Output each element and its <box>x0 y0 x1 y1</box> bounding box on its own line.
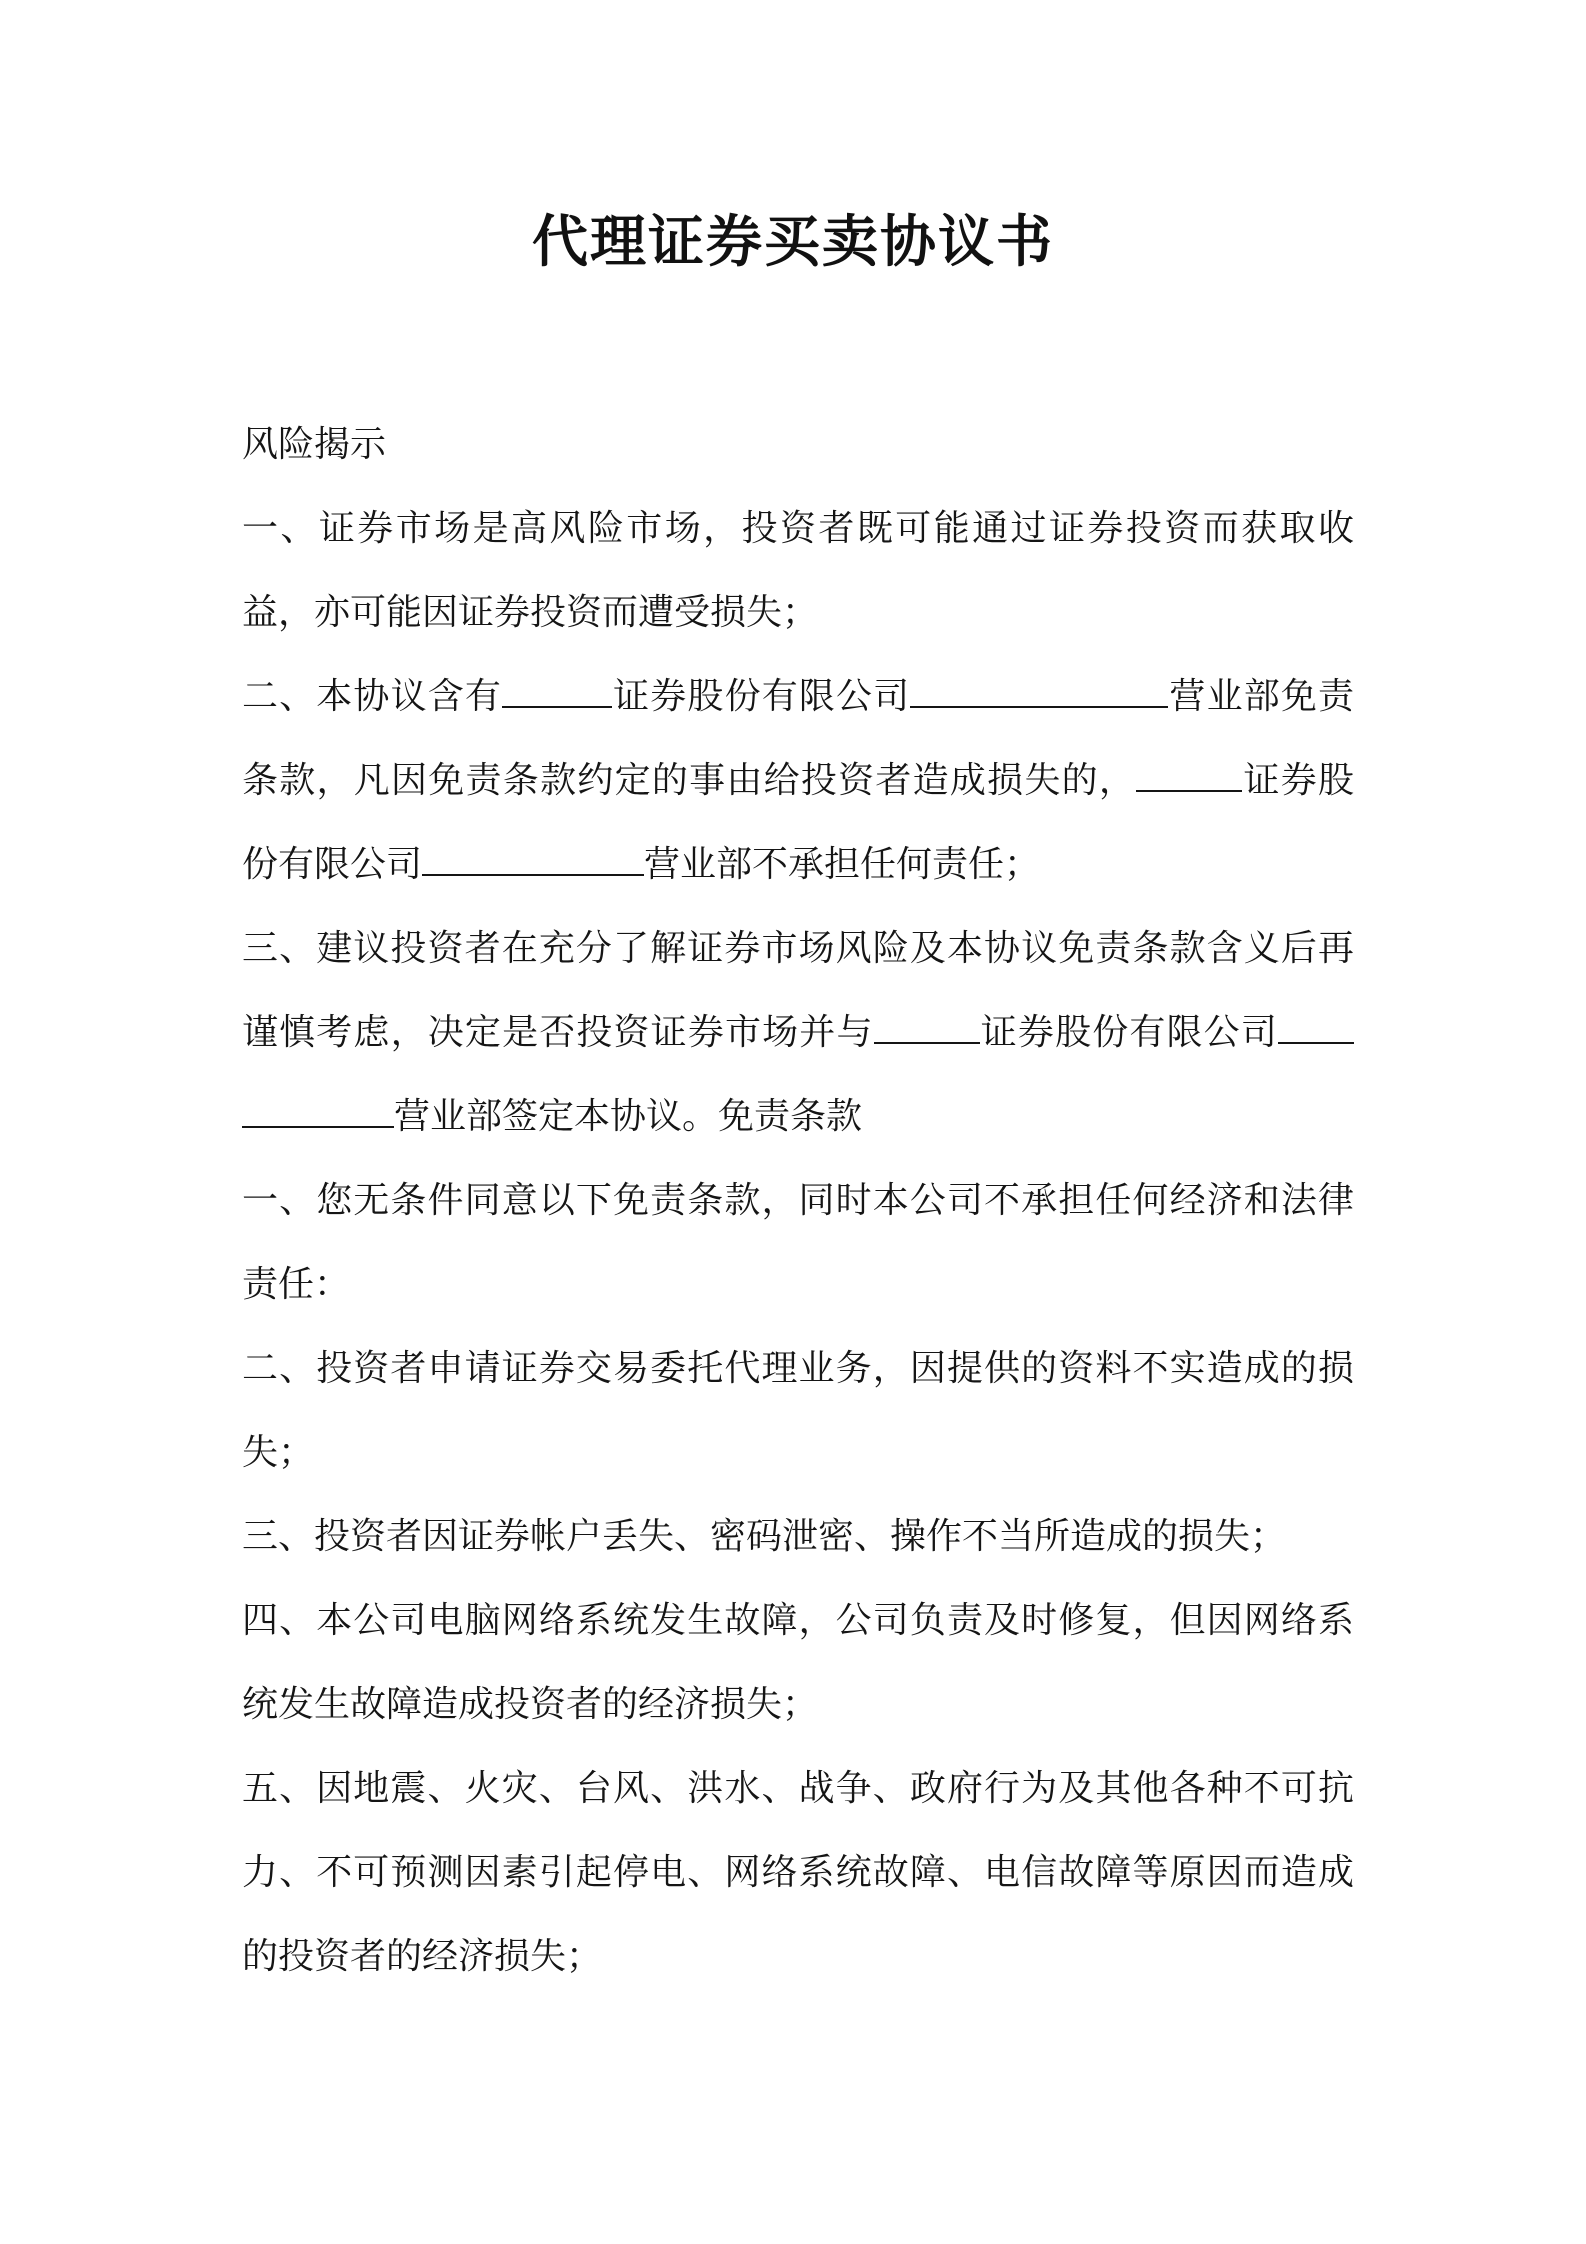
risk-item-2-text-b: 证券股份有限公司 <box>612 676 911 717</box>
risk-item-2 <box>242 655 1354 907</box>
risk-item-3-text-c: 营业部签定本协议。免责条款 <box>394 1096 863 1137</box>
document-body <box>242 403 1354 1999</box>
risk-item-3-text-b: 证券股份有限公司 <box>979 1012 1278 1053</box>
exemption-item-3: 三、投资者因证券帐户丢失、密码泄密、操作不当所造成的损失； <box>242 1516 1287 1557</box>
risk-item-1: 一、证券市场是高风险市场，投资者既可能通过证券投资而获取收益，亦可能因证券投资而遭受损失； <box>242 508 1354 633</box>
blank-line <box>1136 760 1242 792</box>
risk-heading: 风险揭示 <box>242 424 387 465</box>
exemption-item-4: 四、本公司电脑网络系统发生故障，公司负责及时修复，但因网络系统发生故障造成投资者的经济损失； <box>242 1600 1354 1725</box>
blank-line <box>422 844 644 876</box>
risk-item-2-text-e: 营业部不承担任何责任； <box>644 844 1041 885</box>
exemption-item-1: 一、您无条件同意以下免责条款，同时本公司不承担任何经济和法律责任： <box>242 1180 1354 1305</box>
blank-line <box>242 1096 394 1128</box>
blank-line <box>502 676 612 708</box>
risk-item-2-text-d: 证券股份有限公司 <box>242 760 1354 885</box>
exemption-item-5: 五、因地震、火灾、台风、洪水、战争、政府行为及其他各种不可抗力、不可预测因素引起停电、网络系统故障、电信故障等原因而造成的投资者的经济损失； <box>242 1768 1354 1977</box>
exemption-item-2: 二、投资者申请证券交易委托代理业务，因提供的资料不实造成的损失； <box>242 1348 1354 1473</box>
blank-line <box>910 676 1168 708</box>
risk-item-3-text-a: 三、建议投资者在充分了解证券市场风险及本协议免责条款含义后再谨慎考虑，决定是否投资证券市场并与 <box>242 928 1354 1053</box>
risk-item-2-text-a: 二、本协议含有 <box>242 676 502 717</box>
blank-line <box>874 1012 980 1044</box>
risk-item-3 <box>242 907 1354 1159</box>
blank-line <box>1278 1012 1354 1044</box>
document-title: 代理证券买卖协议书 <box>532 210 1054 275</box>
risk-item-2-text-c: 营业部免责条款，凡因免责条款约定的事由给投资者造成损失的， <box>242 676 1354 801</box>
